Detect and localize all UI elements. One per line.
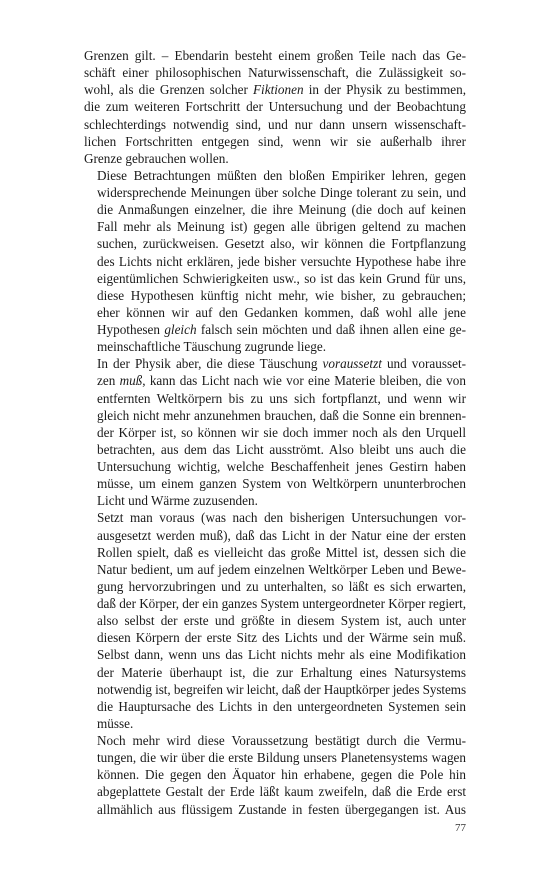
- text-line: [84, 715, 466, 732]
- text-line: [84, 509, 466, 526]
- text-line: [84, 801, 466, 818]
- text-line: [84, 98, 466, 115]
- text-segment: des Lichts nicht erklären, jede bisher versuchte Hypothese habe ihre: [97, 253, 466, 269]
- italic-text: gleich: [164, 322, 197, 337]
- text-segment: zen: [97, 373, 120, 389]
- text-segment: schlechterdings notwendig sind, und nur dann unsern wissenschaft-: [84, 116, 466, 132]
- text-line: [84, 749, 466, 766]
- text-segment: ausgesetzt werden muß), daß das Licht in der Natur eine der ersten: [97, 527, 466, 543]
- text-segment: Licht und Wärme zuzusenden.: [97, 493, 258, 509]
- page-number: 77: [455, 822, 466, 834]
- text-segment: lichen Fortschritten entgegen sind, wenn wir sie außerhalb ihrer: [84, 133, 466, 149]
- text-line: [84, 116, 466, 133]
- text-line: [84, 338, 466, 355]
- text-line: [84, 355, 466, 372]
- italic-text: voraussetzt: [322, 356, 382, 372]
- text-segment: diese Hypothesen künftig nicht mehr, wie bisher, zu gebrauchen;: [97, 287, 466, 303]
- text-segment: eher können wir auf den Gedanken kommen, daß wohl alle jene: [97, 304, 466, 320]
- text-segment: Hypothesen: [97, 322, 165, 337]
- text-segment: notwendig ist, begreifen wir leicht, daß der Hauptkörper jedes Systems: [97, 681, 466, 697]
- text-segment: müsse, um einem ganzen System von Weltkörpern ununterbrochen: [97, 476, 466, 492]
- text-segment: Grenzen gilt. – Ebendarin besteht einem großen Teile nach das Ge-: [84, 48, 466, 63]
- text-segment: gleich nicht mehr anzunehmen brauchen, daß die Sonne ein brennen-: [97, 407, 466, 423]
- text-segment: Fall mehr als Meinung ist) gegen alle übrigen geltend zu machen: [97, 219, 466, 235]
- italic-text: muß: [119, 373, 143, 389]
- text-segment: suchen, zurückweisen. Gesetzt also, wir können die Fortpflanzung: [97, 236, 466, 252]
- text-segment: der Materie überhaupt ist, die zur Erhaltung eines Natursystems: [97, 664, 466, 680]
- text-segment: daß der Körper, der ein ganzes System untergeordneter Körper regiert,: [97, 596, 466, 611]
- text-line: [84, 475, 466, 492]
- text-line: [84, 424, 466, 441]
- text-line: [84, 578, 466, 595]
- text-segment: der Körper ist, so können wir sie doch immer noch als den Urquell: [97, 424, 466, 440]
- text-segment: wohl, als die Grenzen solcher: [84, 82, 253, 98]
- text-line: [84, 646, 466, 663]
- text-segment: diesen Körpern der erste Sitz des Lichts und der Wärme sein muß.: [97, 630, 466, 646]
- text-line: [84, 441, 466, 458]
- text-segment: Selbst dann, wenn uns das Licht nichts mehr als eine Modifikation: [97, 647, 466, 663]
- text-segment: entfernten Weltkörpern bis zu uns sich fortpflanzt, und wenn wir: [97, 390, 466, 406]
- text-segment: In der Physik aber, die diese Täuschung: [97, 356, 323, 372]
- text-line: [84, 544, 466, 561]
- text-segment: die Anmaßungen einzelner, die ihre Meinung (die doch auf keinen: [97, 202, 466, 218]
- text-line: [84, 561, 466, 578]
- text-line: [84, 304, 466, 321]
- text-segment: also selbst der erste und größte in diesem System ist, auch unter: [97, 613, 466, 629]
- text-segment: abgeplattete Gestalt der Erde läßt kaum zweifeln, daß die Erde erst: [97, 784, 466, 800]
- text-segment: tungen, die wir über die erste Bildung unsers Planetensystems wagen: [97, 750, 466, 766]
- text-line: [84, 595, 466, 612]
- text-line: [84, 732, 466, 749]
- text-line: [84, 629, 466, 646]
- text-line: [84, 527, 466, 544]
- text-segment: Untersuchung wichtig, welche Beschaffenheit jenes Gestirn haben: [97, 459, 466, 474]
- text-line: [84, 390, 466, 407]
- paragraph: [84, 732, 466, 818]
- text-line: [84, 201, 466, 218]
- text-segment: Rollen spielt, daß es vielleicht das große Mittel ist, dessen sich die: [97, 544, 466, 560]
- text-line: [84, 321, 466, 338]
- text-line: [84, 612, 466, 629]
- text-line: [84, 133, 466, 150]
- paragraph: [84, 509, 466, 732]
- text-segment: gung hervorzubringen und zu unterhalten, so läßt es sich erwarten,: [97, 578, 466, 594]
- text-segment: Diese Betrachtungen müßten den bloßen Empiriker lehren, gegen: [97, 167, 466, 183]
- paragraph: [84, 47, 466, 167]
- text-line: [84, 664, 466, 681]
- text-line: [84, 184, 466, 201]
- text-line: [84, 698, 466, 715]
- text-line: [84, 407, 466, 424]
- body-text: [84, 47, 466, 818]
- text-line: [84, 458, 466, 475]
- text-line: [84, 681, 466, 698]
- text-segment: betrachten, aus dem das Licht ausströmt. Also bleibt uns auch die: [97, 441, 466, 457]
- text-line: [84, 287, 466, 304]
- text-segment: meinschaftliche Täuschung zugrunde liege.: [97, 339, 326, 355]
- text-segment: falsch sein möchten und daß ihnen allen eine ge-: [196, 322, 466, 337]
- text-segment: Noch mehr wird diese Voraussetzung bestätigt durch die Vermu-: [97, 733, 466, 748]
- text-segment: Natur bedient, um auf jedem einzelnen Weltkörper Leben und Bewe-: [97, 561, 466, 577]
- text-segment: und vorausset-: [381, 356, 466, 372]
- text-line: [84, 218, 466, 235]
- italic-text: Fiktionen: [253, 82, 304, 98]
- text-line: [84, 766, 466, 783]
- text-line: [84, 47, 466, 64]
- text-line: [84, 235, 466, 252]
- text-line: [84, 253, 466, 270]
- text-segment: Setzt man voraus (was nach den bisherigen Untersuchungen vor-: [97, 510, 466, 526]
- text-line: [84, 64, 466, 81]
- text-line: [84, 492, 466, 509]
- text-line: [84, 167, 466, 184]
- text-segment: allmählich aus flüssigem Zustande in festen übergegangen ist. Aus: [97, 801, 466, 817]
- text-segment: in der Physik zu bestimmen,: [303, 82, 466, 98]
- text-line: [84, 150, 466, 167]
- text-segment: die zum weiteren Fortschritt der Untersuchung und der Beobachtung: [84, 99, 466, 115]
- text-segment: Grenze gebrauchen wollen.: [84, 150, 229, 166]
- text-segment: müsse.: [97, 715, 134, 731]
- text-segment: , kann das Licht nach wie vor eine Materie bleiben, die von: [142, 373, 466, 389]
- text-segment: die Hauptursache des Lichts in den untergeordneten Systemen sein: [97, 698, 466, 714]
- text-segment: schäft einer philosophischen Naturwissenschaft, die Zulässigkeit so-: [84, 65, 466, 81]
- text-line: [84, 372, 466, 389]
- text-line: [84, 81, 466, 98]
- text-segment: können. Die gegen den Äquator hin erhabene, gegen die Pole hin: [97, 767, 466, 783]
- paragraph: [84, 167, 466, 355]
- text-line: [84, 783, 466, 800]
- text-segment: widersprechende Meinungen über solche Dinge tolerant zu sein, und: [97, 185, 466, 200]
- text-line: [84, 270, 466, 287]
- text-segment: eigentümlichen Schwierigkeiten usw., so ist das kein Grund für uns,: [97, 270, 466, 286]
- paragraph: [84, 355, 466, 509]
